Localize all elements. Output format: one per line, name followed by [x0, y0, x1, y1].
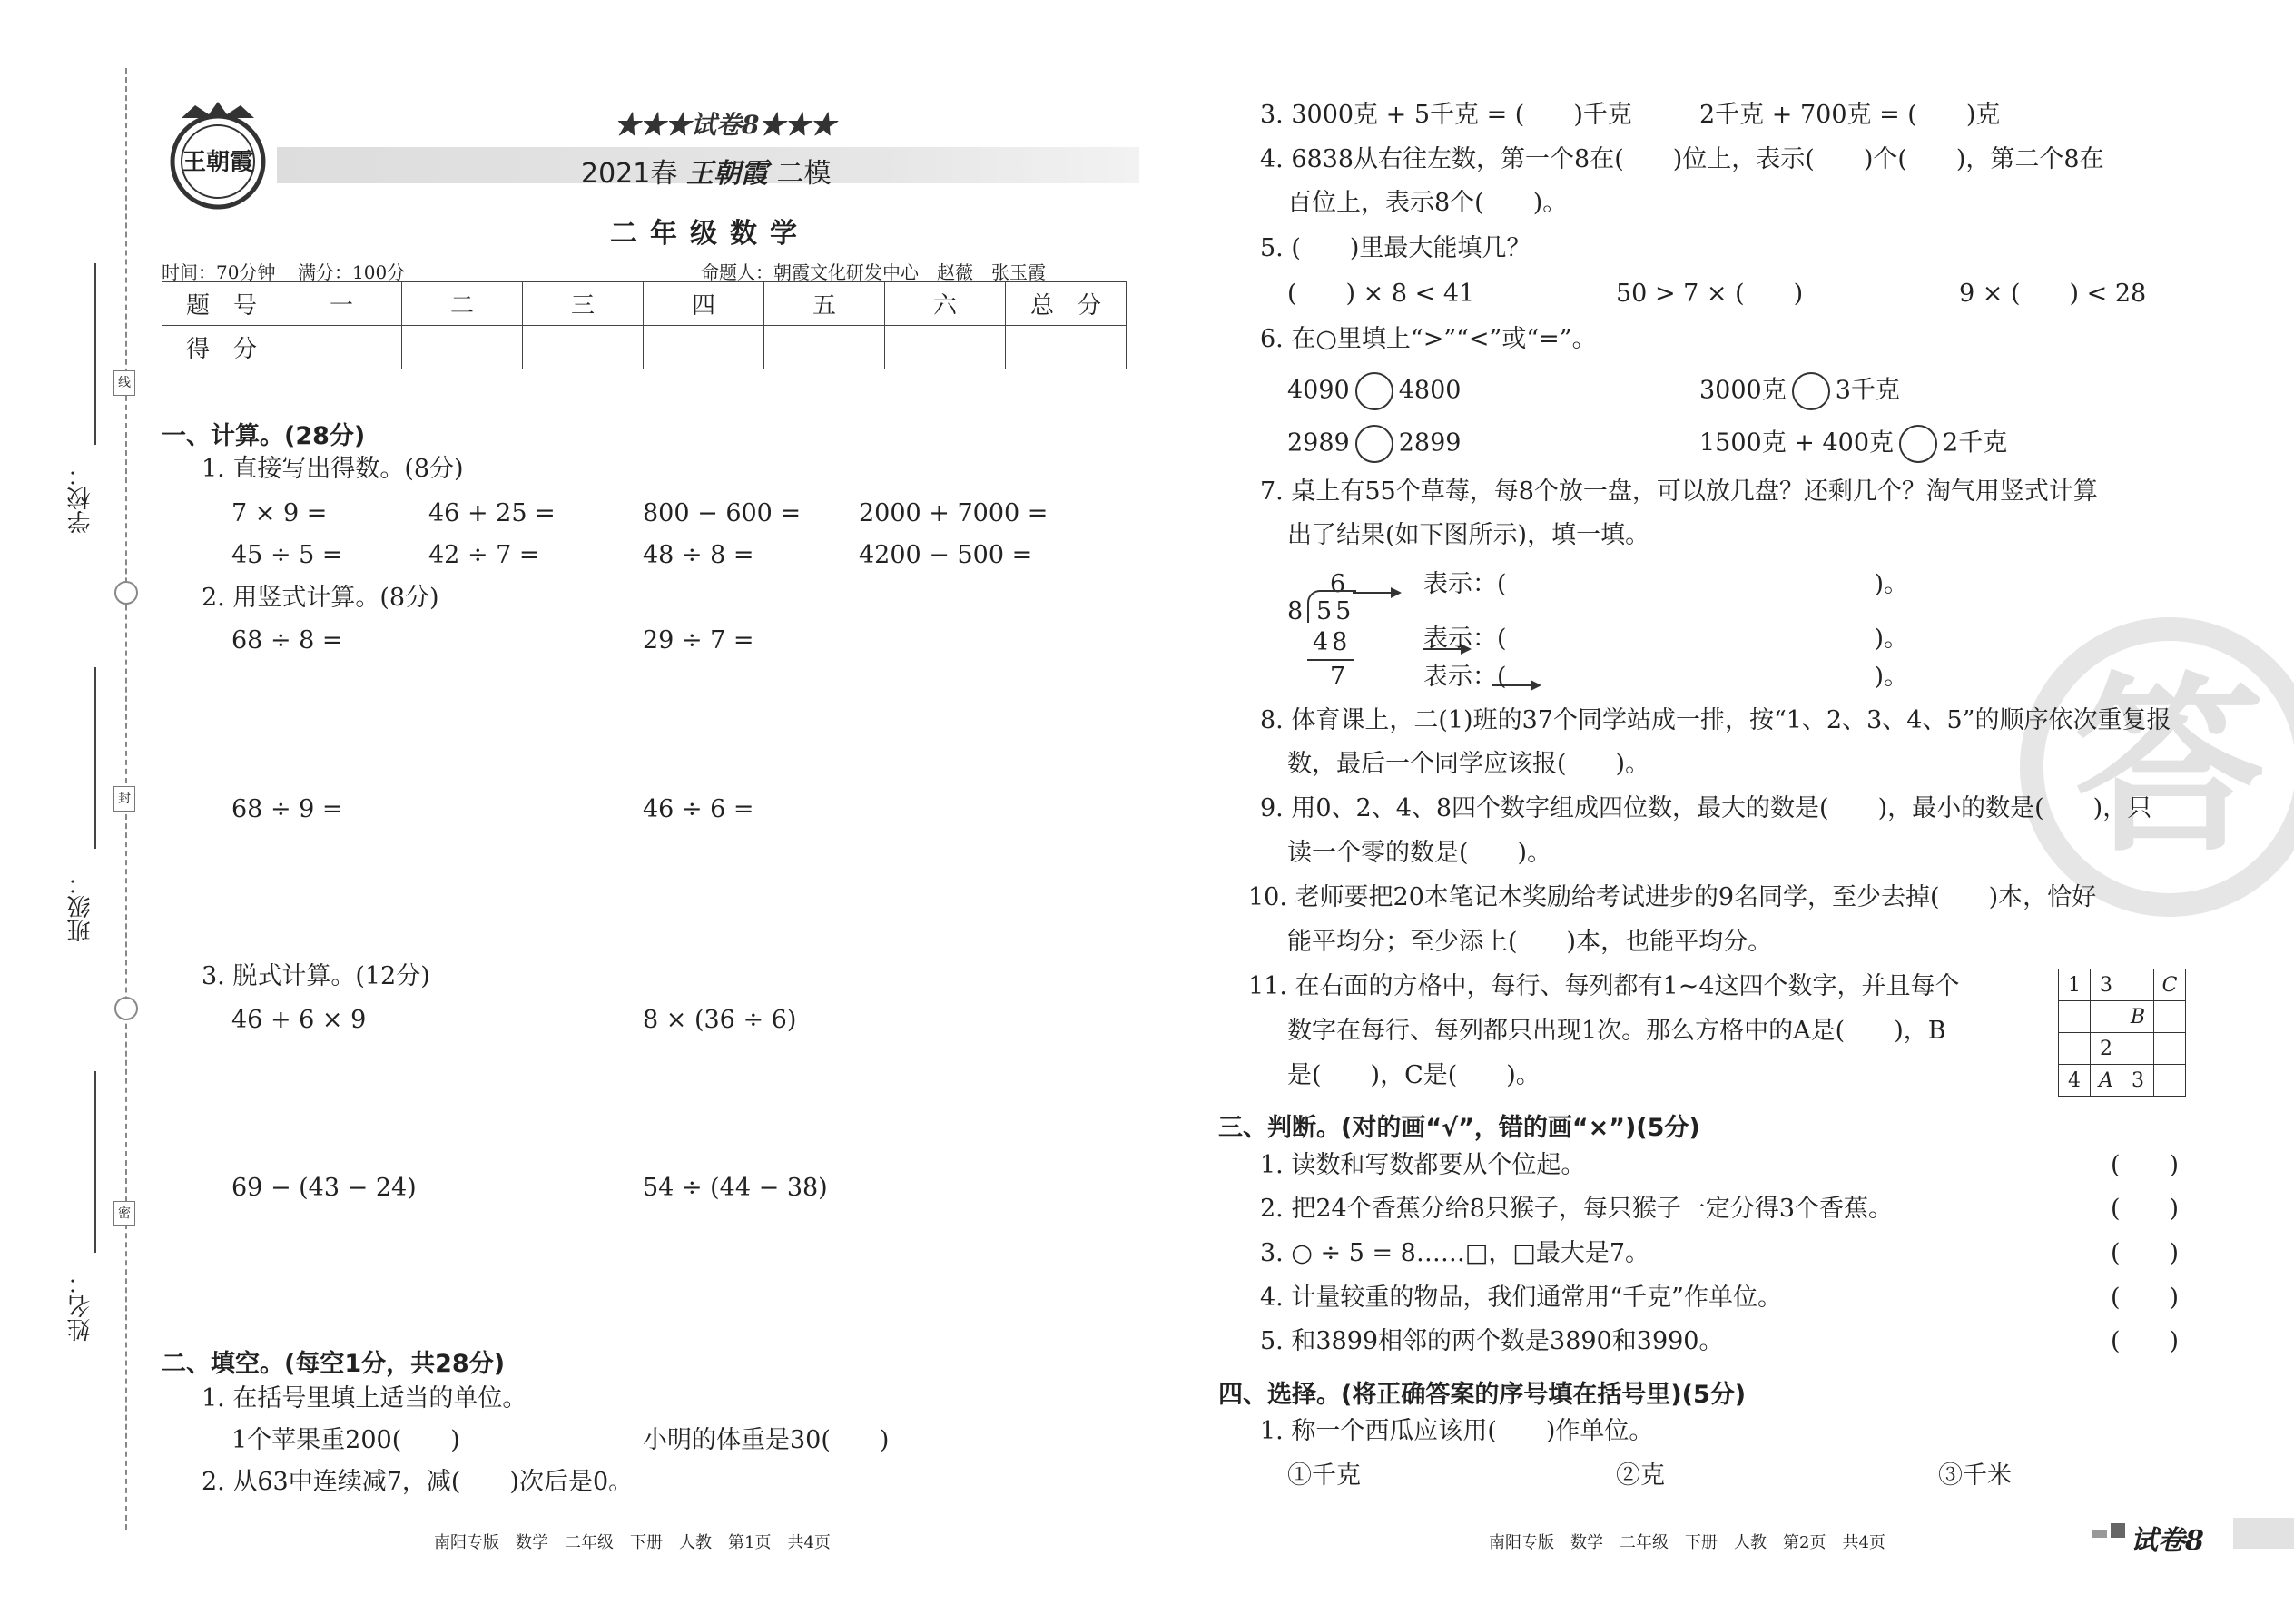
compare-item [1699, 372, 1900, 410]
exam-title [581, 151, 831, 191]
fill-1a: 1个苹果重200( ) [231, 1426, 460, 1454]
tab-bar [2233, 1518, 2294, 1549]
fill-10a: 10. 老师要把20本笔记本奖励给考试进步的9名同学，至少去掉( )本，恰好 [1248, 883, 2097, 911]
title-suffix: 二模 [776, 158, 832, 190]
compare-right: 2899 [1398, 428, 1462, 458]
step-calc-item: 8 × (36 ÷ 6) [643, 1006, 797, 1034]
step-calc-item: 46 + 6 × 9 [231, 1006, 367, 1034]
score-entry-cell[interactable] [764, 326, 885, 369]
division-divisor: 8 [1287, 597, 1304, 625]
calc-item: 7 × 9 = [231, 499, 328, 527]
grid-cell: 3 [2091, 969, 2122, 1001]
score-entry-cell[interactable] [523, 326, 644, 369]
logo-text: 王朝霞 [182, 149, 253, 176]
score-table-row [162, 326, 1127, 369]
authors: 命题人：朝霞文化研发中心 赵薇 张玉霞 [701, 261, 1046, 283]
question-1-1: 1. 直接写出得数。(8分) [202, 455, 464, 483]
school-blank [94, 263, 96, 445]
score-header-cell: 五 [764, 282, 885, 326]
grid-cell [2154, 1065, 2186, 1097]
tab-decor [2111, 1523, 2125, 1538]
calc-item: 45 ÷ 5 = [231, 541, 343, 569]
answer-bracket[interactable]: ( ) [2111, 1284, 2180, 1312]
division-remainder: 7 [1330, 663, 1346, 691]
division-meaning: 表示：( )。 [1423, 625, 1909, 653]
choice-1: 1. 称一个西瓜应该用( )作单位。 [1260, 1417, 1654, 1445]
fill-11a: 11. 在右面的方格中，每行、每列都有1~4这四个数字，并且每个 [1248, 972, 1960, 1000]
calc-item: 800 − 600 = [643, 499, 802, 527]
grid-row [2059, 969, 2186, 1001]
answer-bracket[interactable]: ( ) [2111, 1195, 2180, 1223]
grid-cell [2154, 1001, 2186, 1033]
score-entry-cell[interactable] [1006, 326, 1127, 369]
binding-box-secret: 密 [113, 1201, 135, 1226]
compare-left: 3000克 [1699, 376, 1787, 405]
answer-bracket[interactable]: ( ) [2111, 1239, 2180, 1267]
fill-3b: 2千克 + 700克 = ( )克 [1699, 101, 2001, 129]
division-dividend: 55 [1316, 597, 1355, 625]
paper-tab: 试卷8 [2131, 1525, 2204, 1557]
judge-item: 1. 读数和写数都要从个位起。 [1260, 1151, 1586, 1179]
grid-cell [2122, 969, 2154, 1001]
grid-cell: C [2154, 969, 2186, 1001]
fill-1: 1. 在括号里填上适当的单位。 [202, 1384, 527, 1412]
step-calc-item: 54 ÷ (44 − 38) [643, 1174, 828, 1202]
fill-5-item: 50 > 7 × ( ) [1616, 280, 1804, 308]
vertical-calc-item: 68 ÷ 9 = [231, 795, 343, 823]
grid-cell: A [2091, 1065, 2122, 1097]
fill-10b: 能平均分；至少添上( )本，也能平均分。 [1287, 928, 1773, 956]
fill-3a: 3. 3000克 + 5千克 = ( )千克 [1260, 101, 1632, 129]
compare-right: 2千克 [1943, 428, 2008, 458]
full-score: 满分：100分 [298, 261, 406, 283]
arrow-right-icon [1353, 592, 1400, 594]
score-table [162, 281, 1127, 369]
choice-option: ①千克 [1287, 1462, 1361, 1490]
compare-circle-icon[interactable] [1355, 425, 1393, 463]
choice-option: ②克 [1616, 1462, 1665, 1490]
name-blank [94, 1071, 96, 1253]
score-entry-cell[interactable] [281, 326, 402, 369]
answer-bracket[interactable]: ( ) [2111, 1327, 2180, 1355]
grid-cell [2091, 1001, 2122, 1033]
fill-4b: 百位上，表示8个( )。 [1287, 189, 1568, 217]
compare-left: 2989 [1287, 428, 1350, 458]
grid-cell: 3 [2122, 1065, 2154, 1097]
school-label: 学校： [67, 463, 94, 534]
fill-5-item: 9 × ( ) < 28 [1959, 280, 2147, 308]
division-rule [1307, 659, 1354, 661]
answer-bracket[interactable]: ( ) [2111, 1151, 2180, 1179]
compare-item [1699, 425, 2007, 463]
watermark-seal-char: 答 [2073, 655, 2265, 878]
score-header-cell: 六 [885, 282, 1006, 326]
binding-box-line: 线 [113, 370, 135, 396]
calc-item: 4200 − 500 = [859, 541, 1033, 569]
section-2-heading: 二、填空。(每空1分，共28分) [162, 1350, 506, 1378]
score-header-cell: 一 [281, 282, 402, 326]
compare-left: 4090 [1287, 376, 1350, 405]
fill-6: 6. 在○里填上“>”“<”或“=”。 [1260, 325, 1597, 353]
vertical-calc-item: 46 ÷ 6 = [643, 795, 754, 823]
score-table-row [162, 282, 1127, 326]
score-header-cell: 三 [523, 282, 644, 326]
calc-item: 42 ÷ 7 = [428, 541, 540, 569]
fill-4a: 4. 6838从右往左数，第一个8在( )位上，表示( )个( )，第二个8在 [1260, 145, 2104, 173]
grid-cell [2059, 1033, 2091, 1065]
class-blank [94, 667, 96, 849]
division-meaning: 表示：( )。 [1423, 570, 1909, 598]
fill-8a: 8. 体育课上，二(1)班的37个同学站成一排，按“1、2、3、4、5”的顺序依次重复报 [1260, 706, 2171, 734]
score-entry-cell[interactable] [644, 326, 764, 369]
question-1-3: 3. 脱式计算。(12分) [202, 962, 430, 990]
tab-decor [2092, 1530, 2107, 1538]
grid-cell [2059, 1001, 2091, 1033]
fill-7a: 7. 桌上有55个草莓，每8个放一盘，可以放几盘？还剩几个？淘气用竖式计算 [1260, 477, 2098, 506]
fill-7b: 出了结果(如下图所示)，填一填。 [1287, 521, 1650, 549]
judge-item: 2. 把24个香蕉分给8只猴子，每只猴子一定分得3个香蕉。 [1260, 1195, 1894, 1223]
division-product: 48 [1313, 628, 1352, 656]
section-1-heading: 一、计算。(28分) [162, 422, 366, 450]
binding-hole-icon [114, 997, 138, 1020]
vertical-calc-item: 29 ÷ 7 = [643, 626, 754, 655]
grid-row [2059, 1065, 2186, 1097]
section-4-heading: 四、选择。(将正确答案的序号填在括号里)(5分) [1218, 1381, 1747, 1409]
binding-box-seal: 封 [113, 786, 135, 812]
compare-item [1287, 372, 1461, 410]
subject-title: 二年级数学 [610, 218, 810, 250]
name-label: 姓名： [67, 1271, 94, 1342]
calc-item: 2000 + 7000 = [859, 499, 1049, 527]
left-footer: 南阳专版 数学 二年级 下册 人教 第1页 共4页 [434, 1533, 831, 1552]
calc-item: 48 ÷ 8 = [643, 541, 754, 569]
judge-item: 3. ○ ÷ 5 = 8……□，□最大是7。 [1260, 1239, 1650, 1267]
grid-cell: 4 [2059, 1065, 2091, 1097]
question-1-2: 2. 用竖式计算。(8分) [202, 584, 439, 612]
division-meaning: 表示：( )。 [1423, 663, 1909, 691]
compare-right: 4800 [1398, 376, 1462, 405]
class-label: 班级： [67, 871, 94, 942]
fill-9b: 读一个零的数是( )。 [1287, 839, 1552, 867]
grid-cell: B [2122, 1001, 2154, 1033]
title-brand: 王朝霞 [685, 158, 768, 190]
fill-2: 2. 从63中连续减7，减( )次后是0。 [202, 1468, 634, 1496]
fill-8b: 数，最后一个同学应该报( )。 [1287, 750, 1650, 778]
grid-cell: 2 [2091, 1033, 2122, 1065]
right-footer: 南阳专版 数学 二年级 下册 人教 第2页 共4页 [1489, 1533, 1885, 1552]
grid-cell [2122, 1033, 2154, 1065]
compare-right: 3千克 [1835, 376, 1900, 405]
fill-9a: 9. 用0、2、4、8四个数字组成四位数，最大的数是( )，最小的数是( )，只 [1260, 794, 2152, 822]
compare-circle-icon[interactable] [1899, 425, 1937, 463]
grid-cell [2154, 1033, 2186, 1065]
logo-badge [163, 98, 272, 220]
score-header-cell: 二 [402, 282, 523, 326]
fill-11c: 是( )，C是( )。 [1287, 1061, 1541, 1089]
grid-row [2059, 1001, 2186, 1033]
grid-cell: 1 [2059, 969, 2091, 1001]
fill-5-item: ( ) × 8 < 41 [1287, 280, 1475, 308]
compare-left: 1500克 + 400克 [1699, 428, 1895, 458]
time-limit: 时间：70分钟 [162, 261, 276, 283]
score-header-cell: 题 号 [162, 282, 281, 326]
compare-item [1287, 425, 1461, 463]
score-header-cell: 四 [644, 282, 764, 326]
step-calc-item: 69 − (43 − 24) [231, 1174, 417, 1202]
vertical-calc-item: 68 ÷ 8 = [231, 626, 343, 655]
fill-1b: 小明的体重是30( ) [643, 1426, 890, 1454]
score-label-cell: 得 分 [162, 326, 281, 369]
score-header-cell: 总 分 [1006, 282, 1127, 326]
division-quotient: 6 [1330, 570, 1346, 598]
choice-option: ③千米 [1938, 1462, 2012, 1490]
title-prefix: 2021春 [581, 158, 678, 190]
section-3-heading: 三、判断。(对的画“√”，错的画“×”)(5分) [1218, 1114, 1700, 1142]
judge-item: 4. 计量较重的物品，我们通常用“千克”作单位。 [1260, 1284, 1782, 1312]
compare-circle-icon[interactable] [1355, 372, 1393, 410]
score-entry-cell[interactable] [402, 326, 523, 369]
number-grid [2058, 969, 2186, 1097]
paper-number: ★★★试卷8★★★ [615, 110, 836, 140]
compare-circle-icon[interactable] [1792, 372, 1830, 410]
grid-row [2059, 1033, 2186, 1065]
calc-item: 46 + 25 = [428, 499, 556, 527]
judge-item: 5. 和3899相邻的两个数是3890和3990。 [1260, 1327, 1724, 1355]
fill-11b: 数字在每行、每列都只出现1次。那么方格中的A是( )，B [1287, 1017, 1946, 1045]
binding-hole-icon [114, 581, 138, 605]
fill-5: 5. ( )里最大能填几？ [1260, 234, 1531, 262]
score-entry-cell[interactable] [885, 326, 1006, 369]
